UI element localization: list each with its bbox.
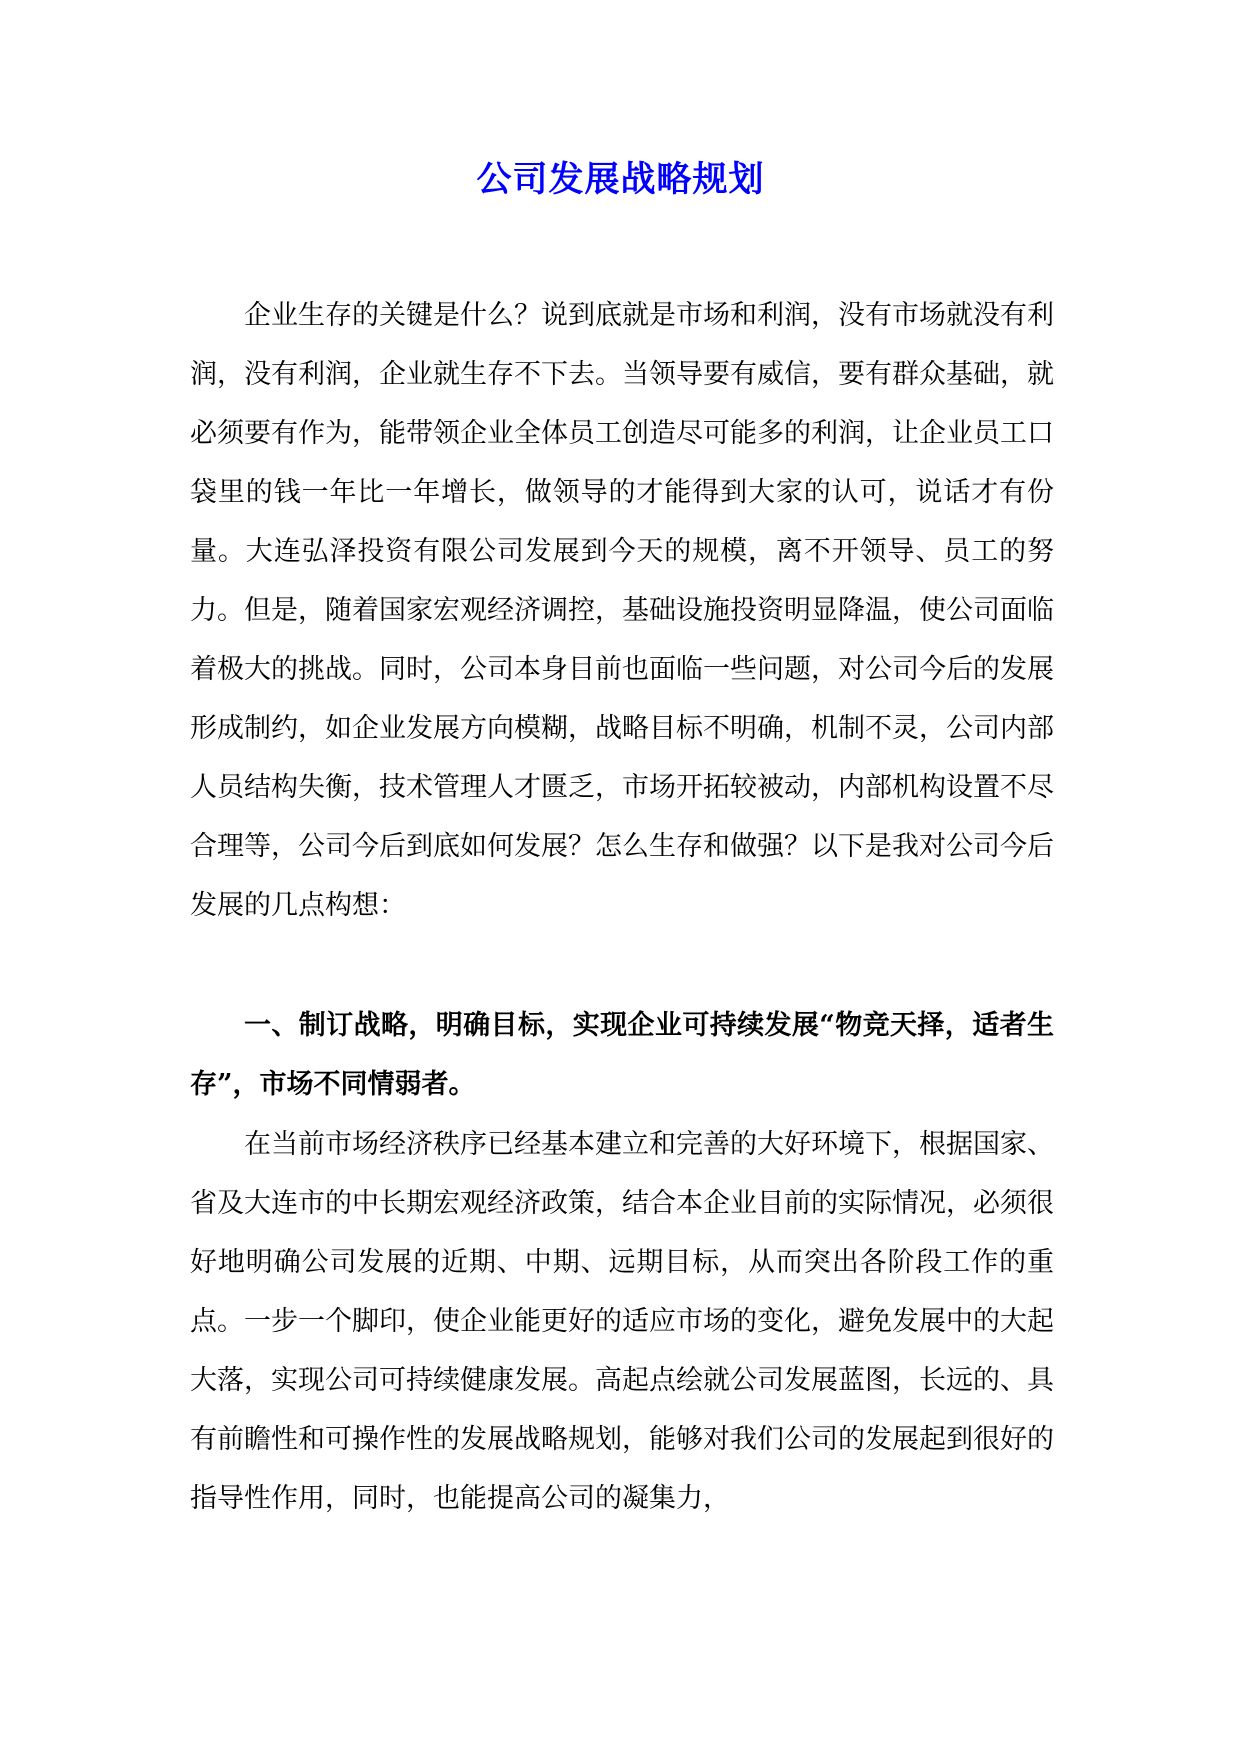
paragraph-intro: 企业生存的关键是什么？说到底就是市场和利润，没有市场就没有利润，没有利润，企业就生存不下去。当领导要有威信，要有群众基础，就必须要有作为，能带领企业全体员工创造尽可能多的利润，让企业员工口袋里的钱一年比一年增长，做领导的才能得到大家的认可，说话才有份量。大连弘泽投资有限公司发展到今天的规模，离不开领导、员工的努力。但是，随着国家宏观经济调控，基础设施投资明显降温，使公司面临着极大的挑战。同时，公司本身目前也面临一些问题，对公司今后的发展形成制约，如企业发展方向模糊，战略目标不明确，机制不灵，公司内部人员结构失衡，技术管理人才匮乏，市场开拓较被动，内部机构设置不尽合理等，公司今后到底如何发展？怎么生存和做强？以下是我对公司今后发展的几点构想： bbox=[190, 300, 1054, 921]
document-title: 公司发展战略规划 bbox=[476, 159, 765, 200]
paragraph-section-1: 在当前市场经济秩序已经基本建立和完善的大好环境下，根据国家、省及大连市的中长期宏观经济政策，结合本企业目前的实际情况，必须很好地明确公司发展的近期、中期、远期目标，从而突出各阶段工作的重点。一步一个脚印，使企业能更好的适应市场的变化，避免发展中的大起大落，实现公司可持续健康发展。高起点绘就公司发展蓝图，长远的、具有前瞻性和可操作性的发展战略规划，能够对我们公司的发展起到很好的指导性作用，同时，也能提高公司的凝集力， bbox=[190, 1129, 1054, 1514]
section-heading-1: 一、制订战略，明确目标，实现企业可持续发展“物竞天择，适者生存”，市场不同情弱者。 bbox=[190, 1010, 1054, 1100]
